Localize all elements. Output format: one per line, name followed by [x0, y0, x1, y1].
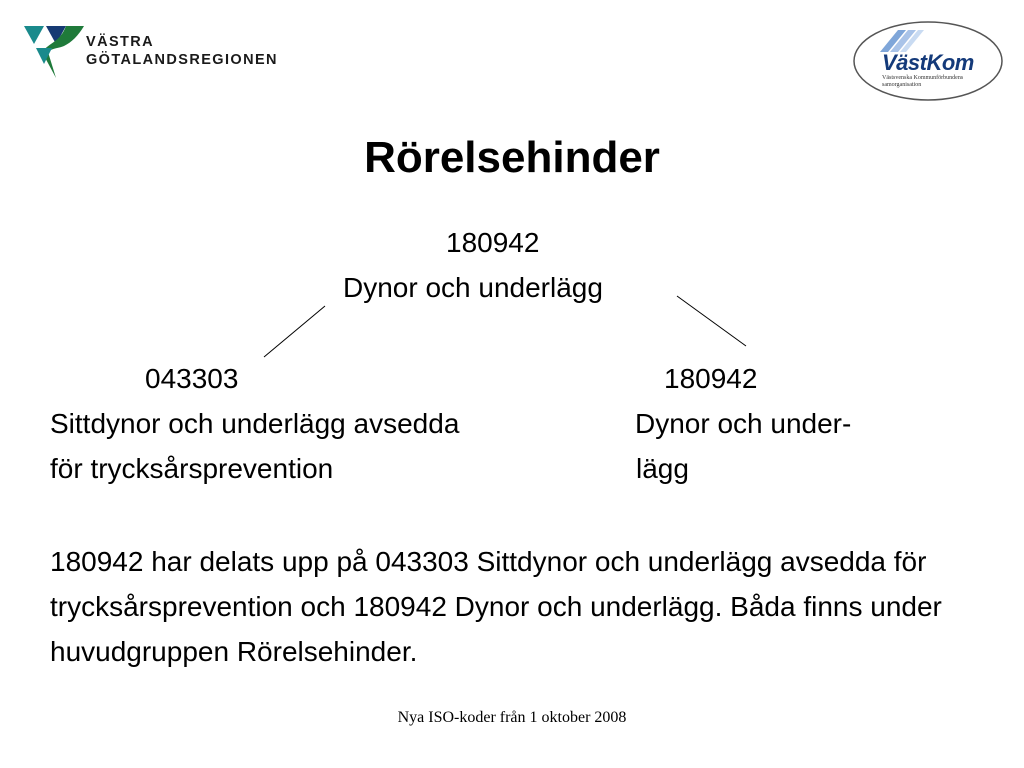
right-label-line2: lägg: [636, 453, 689, 484]
vastkom-name: VästKom: [882, 50, 974, 75]
vgr-logo: [22, 22, 292, 82]
left-code: 043303: [145, 363, 239, 394]
right-connector-line: [677, 296, 746, 346]
vgr-name-line2: GÖTALANDSREGIONEN: [86, 52, 278, 68]
right-code: 180942: [664, 363, 758, 394]
right-label-line1: Dynor och under-: [635, 408, 852, 439]
description-paragraph: 180942 har delats upp på 043303 Sittdynor och underlägg avsedda för trycksårsprevention och 180942 Dynor och underlägg. Båda finns under huvudgruppen Rörelsehinder.: [50, 546, 942, 667]
left-label-line2: för trycksårsprevention: [50, 453, 334, 484]
left-label-line1: Sittdynor och underlägg avsedda: [50, 408, 460, 439]
vgr-name-line1: VÄSTRA: [86, 34, 155, 50]
vastkom-subtitle: Västsvenska Kommunförbundens samorganisation: [882, 75, 964, 88]
slide-footer: Nya ISO-koder från 1 oktober 2008: [397, 709, 627, 726]
vgr-teal-triangle: [24, 26, 44, 44]
left-connector-line: [264, 306, 325, 357]
vgr-emblem-icon: [22, 22, 86, 80]
vastkom-logo: [852, 20, 1004, 102]
top-label: Dynor och underlägg: [343, 272, 603, 303]
top-code: 180942: [446, 227, 540, 258]
slide-title: Rörelsehinder: [364, 133, 660, 182]
